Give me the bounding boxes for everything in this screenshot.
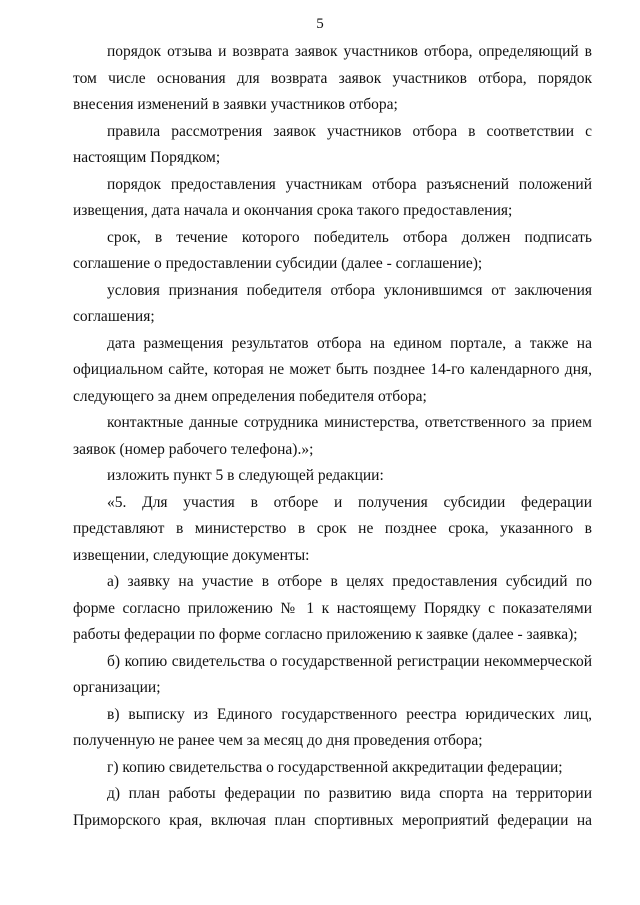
page-number: 5: [316, 16, 324, 32]
paragraph-results-publication: дата размещения результатов отбора на едином портале, а также на официальном сайте, которая не может быть позднее 14-го календарного дня, следующего за днем определения победителя отбора;: [73, 334, 592, 405]
paragraph-withdrawal-procedure: порядок отзыва и возврата заявок участников отбора, определяющий в том числе основания для возврата заявок участников отбора, порядок внесения изменений в заявки участников отбора;: [73, 43, 592, 113]
paragraph-evasion-conditions: условия признания победителя отбора уклонившимся от заключения соглашения;: [73, 281, 592, 325]
paragraph-amend-clause-5: изложить пункт 5 в следующей редакции:: [107, 467, 384, 484]
list-item-a-application: а) заявку на участие в отборе в целях предоставления субсидий по форме согласно приложению № 1 к настоящему Порядку с показателями работы федерации по форме согласно приложению к заявке (далее - заявка);: [73, 573, 592, 643]
list-item-d-work-plan: д) план работы федерации по развитию вида спорта на территории Приморского края, включая план спортивных мероприятий федерации на: [73, 785, 592, 829]
paragraph-clarification-procedure: порядок предоставления участникам отбора разъяснений положений извещения, дата начала и окончания срока такого предоставления;: [73, 175, 592, 219]
document-body: [73, 39, 592, 834]
list-item-b-registration-copy: б) копию свидетельства о государственной регистрации некоммерческой организации;: [73, 652, 592, 696]
list-item-v-registry-extract: в) выписку из Единого государственного реестра юридических лиц, полученную не ранее чем за месяц до дня проведения отбора;: [73, 705, 592, 749]
paragraph-signing-deadline: срок, в течение которого победитель отбора должен подписать соглашение о предоставлении субсидии (далее - соглашение);: [73, 228, 592, 272]
list-item-g-accreditation-copy: г) копию свидетельства о государственной аккредитации федерации;: [107, 758, 563, 776]
paragraph-contact-details: контактные данные сотрудника министерства, ответственного за прием заявок (номер рабочего телефона).»;: [73, 414, 592, 458]
paragraph-review-rules: правила рассмотрения заявок участников отбора в соответствии с настоящим Порядком;: [73, 122, 592, 166]
paragraph-clause-5-intro: «5. Для участия в отборе и получения субсидии федерации представляют в министерство в срок не позднее срока, указанного в извещении, следующие документы:: [73, 493, 592, 564]
